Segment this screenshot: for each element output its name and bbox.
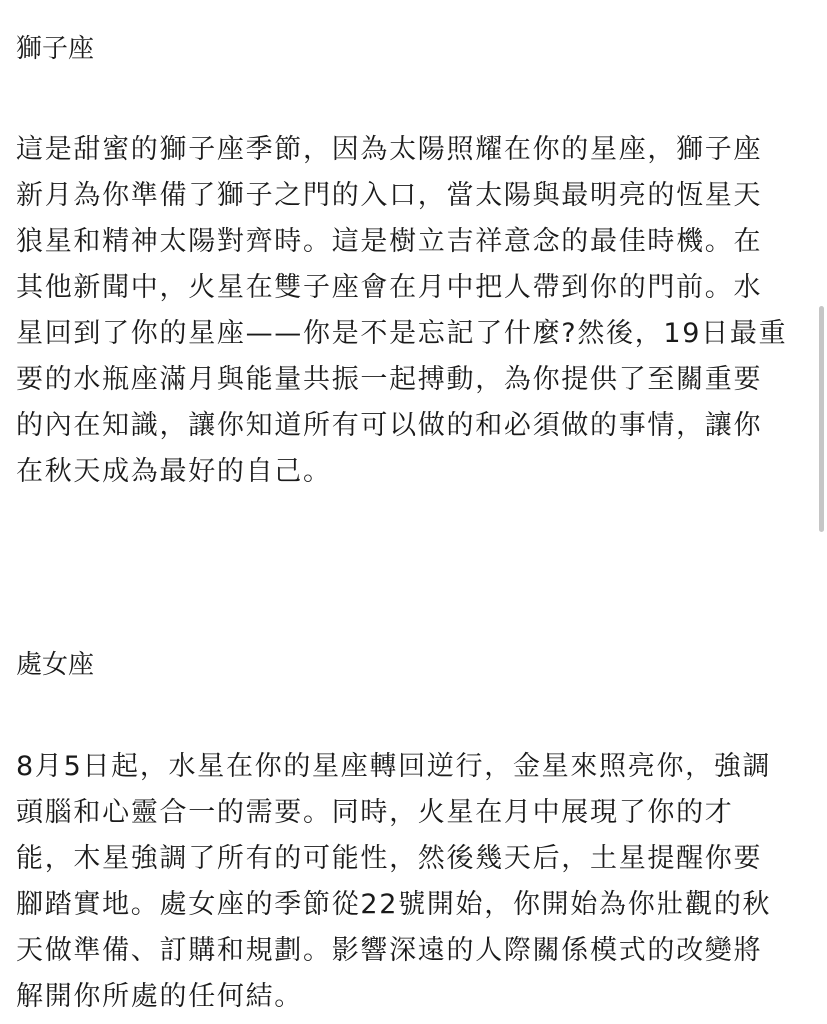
text-line: 解開你所處的任何結。: [16, 981, 303, 1012]
text-line: 在秋天成為最好的自己。: [16, 456, 332, 487]
text-line: 星回到了你的星座——你是不是忘記了什麼?然後，19日最重: [16, 318, 788, 349]
text-line: 要的水瓶座滿月與能量共振一起搏動，為你提供了至關重要: [16, 364, 763, 395]
text-line: 的內在知識，讓你知道所有可以做的和必須做的事情，讓你: [16, 410, 763, 441]
section-body-virgo: [16, 744, 771, 1020]
text-line: 天做準備、訂購和規劃。影響深遠的人際關係模式的改變將: [16, 935, 763, 966]
text-line: 其他新聞中，火星在雙子座會在月中把人帶到你的門前。水: [16, 272, 763, 303]
section-title-virgo: 處女座: [16, 650, 95, 680]
text-line: 這是甜蜜的獅子座季節，因為太陽照耀在你的星座，獅子座: [16, 134, 763, 165]
text-line: 腳踏實地。處女座的季節從22號開始，你開始為你壯觀的秋: [16, 889, 772, 920]
text-line: 能，木星強調了所有的可能性，然後幾天后，土星提醒你要: [16, 843, 763, 874]
section-title-leo: 獅子座: [16, 34, 95, 64]
text-line: 新月為你準備了獅子之門的入口，當太陽與最明亮的恆星天: [16, 180, 763, 211]
vertical-scrollbar[interactable]: [819, 306, 824, 532]
text-line: 狼星和精神太陽對齊時。這是樹立吉祥意念的最佳時機。在: [16, 226, 763, 257]
text-line: 頭腦和心靈合一的需要。同時，火星在月中展現了你的才: [16, 797, 734, 828]
section-body-leo: [16, 127, 787, 495]
text-line: 8月5日起，水星在你的星座轉回逆行，金星來照亮你，強調: [16, 751, 772, 782]
